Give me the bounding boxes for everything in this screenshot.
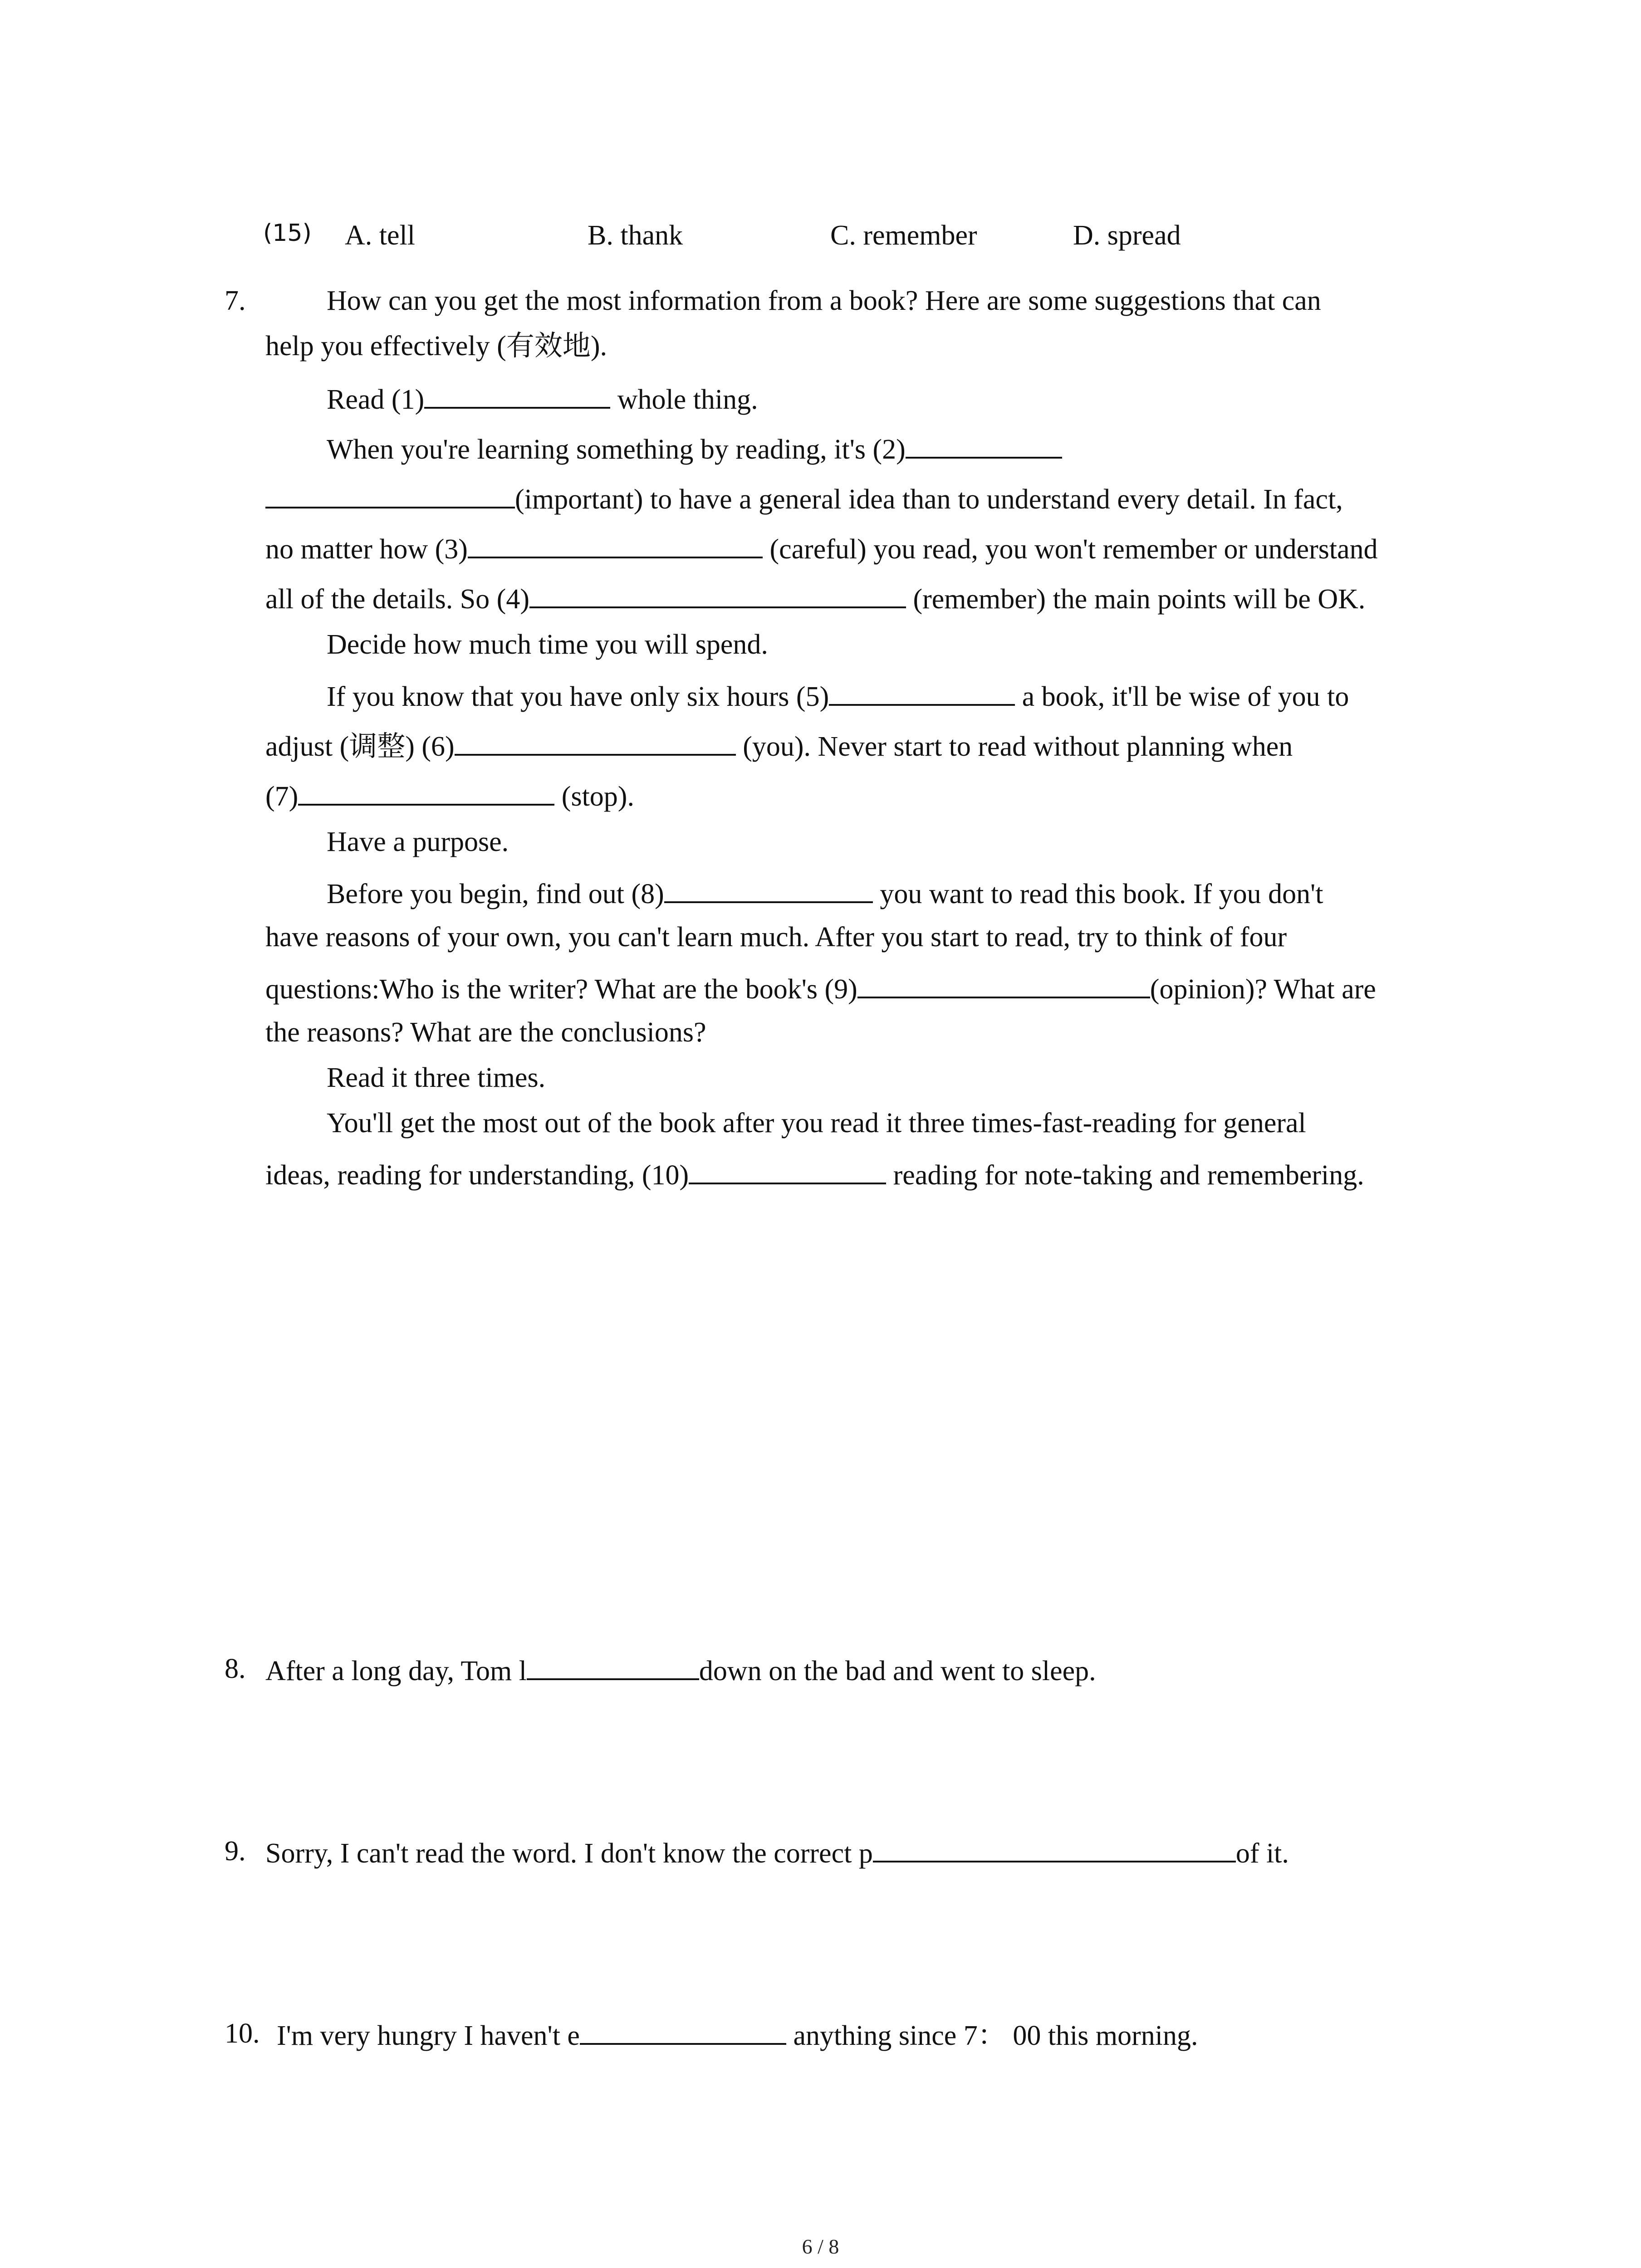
q7-number: 7. xyxy=(225,285,246,316)
q7-blank-6[interactable] xyxy=(455,730,736,756)
q7-heading-3: Have a purpose. xyxy=(327,826,509,857)
q7-para-3-text-a-post: you want to read this book. If you don't xyxy=(872,879,1323,909)
q7-para-3-text-c-post: (opinion)? What are xyxy=(1150,974,1376,1005)
q7-para-1-text-b: (important) to have a general idea than to understand every detail. In fact, xyxy=(515,484,1343,515)
q9-blank[interactable] xyxy=(873,1837,1236,1862)
q7-blank-9[interactable] xyxy=(857,973,1150,998)
q7-para-3-line-3 xyxy=(265,973,1376,1003)
q9-sentence xyxy=(265,1837,1289,1867)
q7-blank-1[interactable] xyxy=(424,383,610,409)
q8-blank[interactable] xyxy=(527,1655,699,1680)
q7-heading-1-post: whole thing. xyxy=(610,384,758,415)
q9-number: 9. xyxy=(225,1836,246,1867)
q7-para-3-text-c-pre: questions:Who is the writer? What are the book's (9) xyxy=(265,974,857,1005)
q7-blank-10[interactable] xyxy=(689,1159,886,1184)
q7-para-1-line-1 xyxy=(327,433,1062,464)
q15-option-a: A. tell xyxy=(345,220,415,251)
q7-heading-2: Decide how much time you will spend. xyxy=(327,629,768,660)
q7-heading-1-pre: Read (1) xyxy=(327,384,425,415)
q15-option-c: C. remember xyxy=(830,220,977,251)
q9-text-post: of it. xyxy=(1235,1838,1289,1869)
q7-para-3-line-1 xyxy=(327,878,1323,908)
q10-text-pre: I'm very hungry I haven't e xyxy=(277,2020,580,2051)
q7-blank-3[interactable] xyxy=(468,533,763,558)
q15-option-d: D. spread xyxy=(1073,220,1181,251)
q7-para-3-line-4: the reasons? What are the conclusions? xyxy=(265,1017,706,1048)
q8-text-pre: After a long day, Tom l xyxy=(265,1656,527,1686)
q7-para-2-line-1 xyxy=(327,680,1349,711)
q7-para-3-text-a-pre: Before you begin, find out (8) xyxy=(327,879,664,909)
q7-para-2-text-a-pre: If you know that you have only six hours (5) xyxy=(327,681,829,712)
q10-number: 10. xyxy=(225,2018,260,2049)
q8-text-post: down on the bad and went to sleep. xyxy=(699,1656,1096,1686)
q7-para-4-line-2 xyxy=(265,1159,1364,1189)
q7-para-1-text-c-post: (careful) you read, you won't remember or understand xyxy=(762,534,1378,565)
q7-para-2-text-c-post: (stop). xyxy=(554,781,634,812)
q7-para-2-text-c-pre: (7) xyxy=(265,781,299,812)
q7-para-1-text-a: When you're learning something by reading, it's (2) xyxy=(327,434,906,465)
q7-para-1-text-c-pre: no matter how (3) xyxy=(265,534,468,565)
q7-para-2-text-b-post: (you). Never start to read without planning when xyxy=(735,731,1293,762)
q7-para-1-text-d-pre: all of the details. So (4) xyxy=(265,584,529,615)
q10-text-post: anything since 7： 00 this morning. xyxy=(786,2020,1198,2051)
q9-text-pre: Sorry, I can't read the word. I don't know the correct p xyxy=(265,1838,873,1869)
q7-heading-1 xyxy=(327,383,758,414)
q7-blank-4[interactable] xyxy=(529,583,906,608)
page-number: 6 / 8 xyxy=(802,2235,839,2258)
q7-para-3-line-2: have reasons of your own, you can't learn much. After you start to read, try to think of four xyxy=(265,922,1287,953)
q7-intro-line-1: How can you get the most information from a book? Here are some suggestions that can xyxy=(327,285,1321,316)
q10-sentence xyxy=(277,2019,1198,2050)
q7-para-2-text-a-post: a book, it'll be wise of you to xyxy=(1015,681,1349,712)
q7-intro-line-2: help you effectively (有效地). xyxy=(265,331,607,362)
q10-blank[interactable] xyxy=(580,2019,786,2045)
q7-para-4-line-1: You'll get the most out of the book after you read it three times-fast-reading for general xyxy=(327,1108,1306,1139)
q7-para-2-text-b-pre: adjust (调整) (6) xyxy=(265,731,455,762)
q8-sentence xyxy=(265,1655,1096,1685)
q7-para-2-line-2 xyxy=(265,730,1293,761)
q7-blank-5[interactable] xyxy=(829,680,1015,706)
q7-para-1-line-2 xyxy=(265,483,1343,513)
q7-para-1-line-3 xyxy=(265,533,1378,563)
q8-number: 8. xyxy=(225,1653,246,1684)
q7-para-1-line-4 xyxy=(265,583,1365,613)
q7-para-1-text-d-post: (remember) the main points will be OK. xyxy=(906,584,1366,615)
q7-blank-2a[interactable] xyxy=(906,433,1062,459)
q7-blank-8[interactable] xyxy=(664,878,873,903)
q7-blank-2b[interactable] xyxy=(265,483,515,508)
q15-label: (15) xyxy=(263,220,312,247)
q7-para-2-line-3 xyxy=(265,780,634,811)
q7-para-4-text-b-pre: ideas, reading for understanding, (10) xyxy=(265,1160,689,1191)
q15-option-b: B. thank xyxy=(588,220,683,251)
q7-heading-4: Read it three times. xyxy=(327,1062,546,1093)
q7-blank-7[interactable] xyxy=(298,780,554,806)
q7-para-4-text-b-post: reading for note-taking and remembering. xyxy=(886,1160,1364,1191)
